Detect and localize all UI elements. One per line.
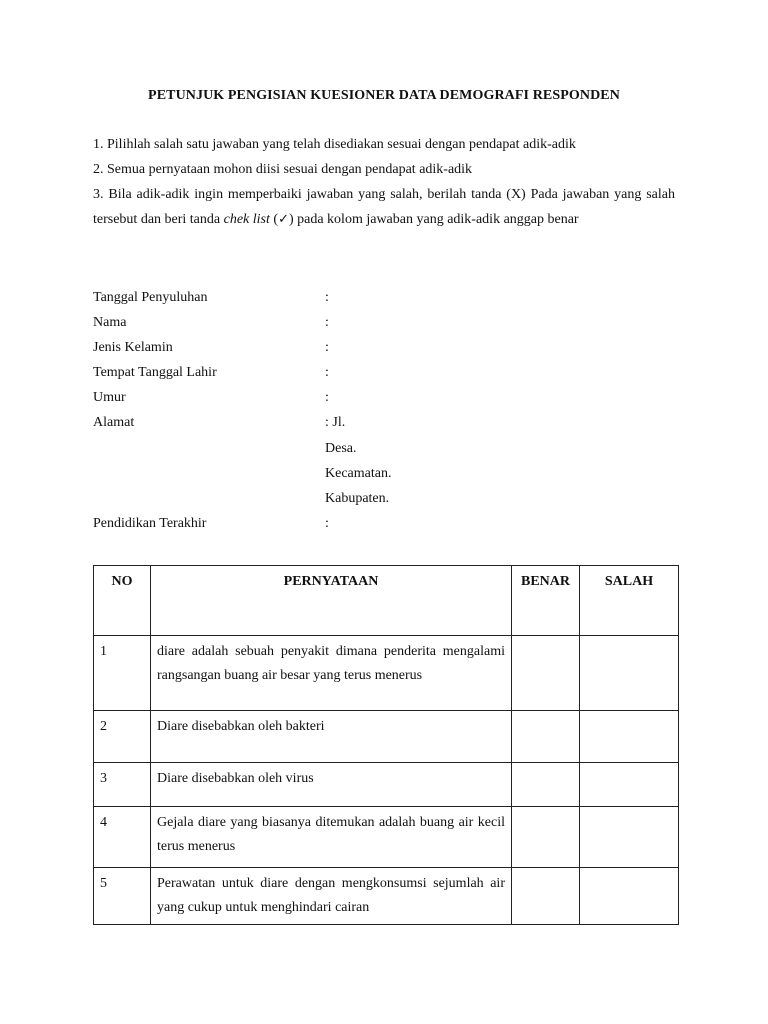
field-label-tanggal-penyuluhan: Tanggal Penyuluhan: [93, 290, 208, 305]
instruction-2: 2. Semua pernyataan mohon diisi sesuai dengan pendapat adik-adik: [93, 162, 473, 177]
row-true-cell[interactable]: [512, 807, 580, 868]
field-label-jenis-kelamin: Jenis Kelamin: [93, 340, 173, 355]
table-header-row: [94, 566, 679, 636]
row-number: 2: [94, 711, 151, 763]
instruction-3-after: ) pada kolom jawaban yang adik-adik anggap benar: [288, 212, 579, 227]
header-statement: PERNYATAAN: [151, 566, 512, 636]
row-number: 4: [94, 807, 151, 868]
row-statement: Diare disebabkan oleh virus: [151, 763, 512, 807]
table-row: [94, 807, 679, 868]
check-mark-icon: ✓: [278, 212, 289, 227]
field-value-nama: :: [325, 315, 329, 330]
table-row: [94, 763, 679, 807]
table-row: [94, 868, 679, 925]
instruction-3: [93, 182, 675, 232]
instruction-3-middle: (: [269, 212, 279, 227]
instruction-1: 1. Pilihlah salah satu jawaban yang telah disediakan sesuai dengan pendapat adik-adik: [93, 137, 576, 152]
header-no: NO: [94, 566, 151, 636]
field-label-alamat: Alamat: [93, 415, 135, 430]
field-value-umur: :: [325, 390, 329, 405]
row-number: 1: [94, 636, 151, 711]
instructions: [93, 132, 675, 232]
row-false-cell[interactable]: [580, 763, 679, 807]
instruction-3-italic: chek list: [223, 212, 270, 227]
row-statement: Perawatan untuk diare dengan mengkonsumsi sejumlah air yang cukup untuk menghindari cairan: [151, 868, 512, 925]
row-true-cell[interactable]: [512, 636, 580, 711]
row-false-cell[interactable]: [580, 807, 679, 868]
row-statement: Diare disebabkan oleh bakteri: [151, 711, 512, 763]
alamat-kecamatan: Kecamatan.: [325, 466, 392, 481]
table-row: [94, 711, 679, 763]
field-label-pendidikan-terakhir: Pendidikan Terakhir: [93, 516, 207, 531]
instruction-3-before: 3. Bila adik-adik ingin memperbaiki jawaban yang salah, berilah tanda (X) Pada jawaban yang salah tersebut dan beri tanda: [93, 187, 675, 227]
row-number: 5: [94, 868, 151, 925]
row-statement: diare adalah sebuah penyakit dimana penderita mengalami rangsangan buang air besar yang terus menerus: [151, 636, 512, 711]
table-row: [94, 636, 679, 711]
field-value-tanggal-penyuluhan: :: [325, 290, 329, 305]
row-false-cell[interactable]: [580, 711, 679, 763]
field-value-pendidikan-terakhir: :: [325, 516, 329, 531]
alamat-desa: Desa.: [325, 441, 357, 456]
header-false: SALAH: [580, 566, 679, 636]
row-false-cell[interactable]: [580, 868, 679, 925]
field-value-jenis-kelamin: :: [325, 340, 329, 355]
field-value-alamat: : Jl.: [325, 415, 346, 430]
field-label-tempat-tanggal-lahir: Tempat Tanggal Lahir: [93, 365, 217, 380]
header-true: BENAR: [512, 566, 580, 636]
alamat-kabupaten: Kabupaten.: [325, 491, 390, 506]
row-number: 3: [94, 763, 151, 807]
row-statement: Gejala diare yang biasanya ditemukan adalah buang air kecil terus menerus: [151, 807, 512, 868]
field-label-nama: Nama: [93, 315, 127, 330]
document-title: PETUNJUK PENGISIAN KUESIONER DATA DEMOGRAFI RESPONDEN: [148, 88, 620, 103]
row-false-cell[interactable]: [580, 636, 679, 711]
row-true-cell[interactable]: [512, 763, 580, 807]
questionnaire-table: [93, 565, 679, 925]
field-label-umur: Umur: [93, 390, 126, 405]
row-true-cell[interactable]: [512, 868, 580, 925]
field-value-tempat-tanggal-lahir: :: [325, 365, 329, 380]
row-true-cell[interactable]: [512, 711, 580, 763]
